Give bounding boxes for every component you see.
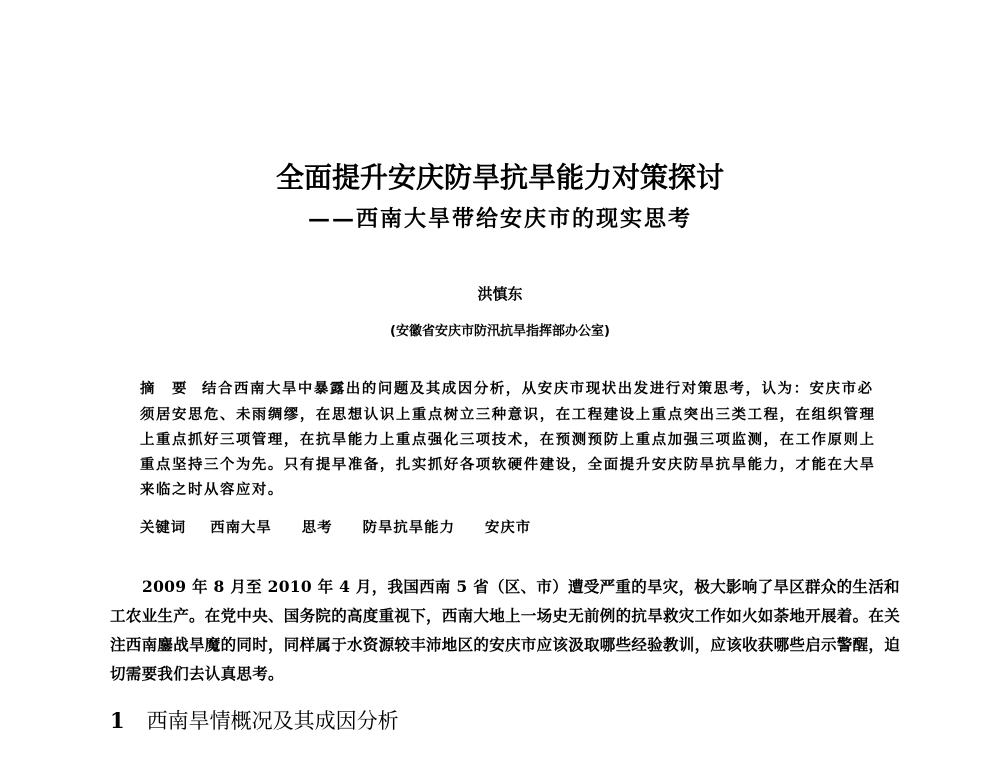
body-paragraph: 2009 年 8 月至 2010 年 4 月，我国西南 5 省（区、市）遭受严重的旱灾，极大影响了旱区群众的生活和工农业生产。在党中央、国务院的高度重视下，西南大地上一场史无前例的抗旱救灾工作如火如荼地开展着。在关注西南鏖战旱魔的同时，同样属于水资源较丰沛地区的安庆市应该汲取哪些经验教训，应该收获哪些启示警醒，迫切需要我们去认真思考。 — [110, 577, 901, 683]
keywords — [140, 515, 880, 541]
abstract — [140, 376, 880, 502]
paper-subtitle: ——西南大旱带给安庆市的现实思考 — [307, 206, 692, 232]
paper-title: 全面提升安庆防旱抗旱能力对策探讨 — [275, 161, 724, 194]
author-affiliation: (安徽省安庆市防汛抗旱指挥部办公室) — [390, 324, 610, 339]
keyword-item: 西南大旱 — [210, 519, 272, 536]
keyword-item: 思考 — [301, 519, 333, 536]
keywords-label: 关键词 — [140, 520, 187, 536]
section-title: 西南旱情概况及其成因分析 — [146, 709, 399, 733]
section-number: 1 — [110, 708, 125, 733]
abstract-label: 摘 要 — [140, 381, 188, 397]
abstract-text: 结合西南大旱中暴露出的问题及其成因分析，从安庆市现状出发进行对策思考，认为：安庆市必须居安思危、未雨绸缪，在思想认识上重点树立三种意识，在工程建设上重点突出三类工程，在组织管理上重点抓好三项管理，在抗旱能力上重点强化三项技术，在预测预防上重点加强三项监测，在工作原则上重点坚持三个为先。只有提早准备，扎实抓好各项软硬件建设，全面提升安庆防旱抗旱能力，才能在大旱来临之时从容应对。 — [140, 380, 876, 498]
keyword-item: 防旱抗旱能力 — [362, 519, 455, 536]
author-name: 洪慎东 — [477, 285, 523, 303]
section-heading — [110, 706, 890, 736]
keyword-item: 安庆市 — [484, 519, 532, 536]
